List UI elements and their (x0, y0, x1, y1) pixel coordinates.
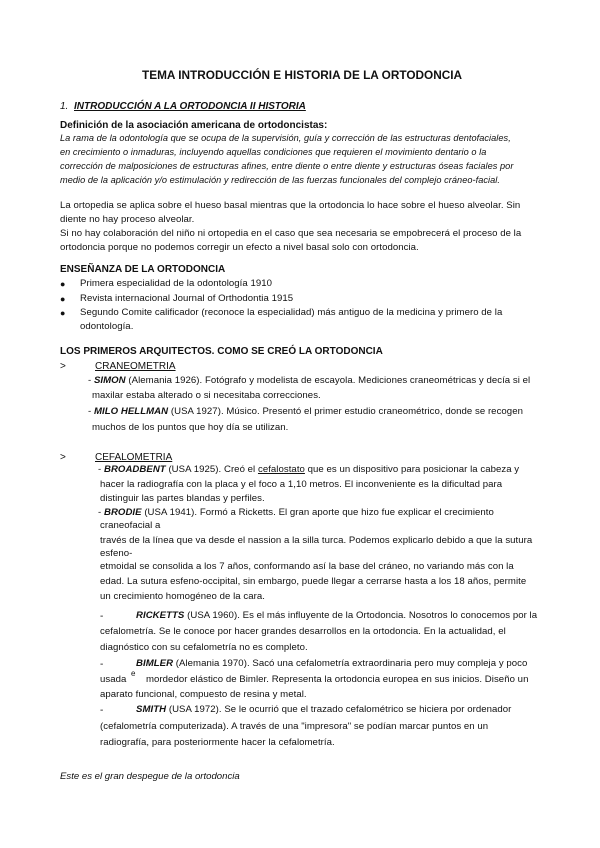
simon-name: SIMON (93, 375, 126, 386)
definition-line: corrección de malposiciones de estructuras afines, entre diente o entre diente y estructuras óseas faciales por (60, 161, 514, 171)
ricketts-line: cefalometría. Se le conoce por hacer grandes desarrollos en la ortodoncia. En la actualidad, el (100, 626, 506, 637)
definition-line: La rama de la odontología que se ocupa de la supervisión, guía y corrección de las estructuras dentofaciales, (60, 133, 511, 143)
bimler-text: (Alemania 1970). Sacó una cefalometría extraordinaria pero muy compleja y poco (175, 658, 528, 669)
craneometria-label: CRANEOMETRIA (95, 361, 176, 372)
ricketts-entry (136, 610, 537, 621)
paragraph-line: ortodoncia porque no podemos corregir un efecto a nivel basal solo con ortodoncia. (60, 242, 419, 253)
simon-line: maxilar estaba alterado o si necesitaba correcciones. (92, 390, 321, 401)
paragraph-line: La ortopedia se aplica sobre el hueso basal mientras que la ortodoncia lo hace sobre el hueso alveolar. Sin (60, 200, 521, 211)
ricketts-text: (USA 1960). Es el más influyente de la Ortodoncia. Nosotros lo conocemos por la (187, 610, 538, 621)
closing-note: Este es el gran despegue de la ortodoncia (60, 771, 240, 782)
smith-entry (136, 704, 511, 715)
definition-line: medio de la aplicación y/o estimulación y redirección de las fuerzas funcionales del complejo cráneo-facial. (60, 175, 500, 185)
bimler-entry (136, 658, 527, 669)
bullet-icon: ● (60, 294, 66, 304)
brodie-line: craneofacial a (100, 520, 161, 531)
bimler-line: usada (100, 674, 127, 685)
brodie-name: BRODIE (103, 507, 142, 518)
broadbent-name: BROADBENT (103, 464, 166, 475)
hellman-line: muchos de los puntos que hoy día se utilizan. (92, 422, 289, 433)
marker-icon: > (60, 361, 66, 372)
brodie-text: (USA 1941). Formó a Ricketts. El gran aporte que hizo fue explicar el crecimiento (144, 507, 494, 518)
brodie-line: través de la línea que va desde el nassion a la silla turca. Podemos explicarlo debido a que la sutura (100, 535, 533, 546)
section-number: 1. (60, 101, 69, 112)
marker-icon: > (60, 452, 66, 463)
smith-name: SMITH (136, 704, 167, 715)
brodie-line: etmoidal se consolida a los 7 años, conformando así la base del cráneo, no variando más con la (100, 561, 514, 572)
cefalometria-label: CEFALOMETRIA (95, 452, 173, 463)
brodie-line: esfeno- (100, 548, 133, 559)
definition-line: en crecimiento o inmaduras, incluyendo aquellas condiciones que requieren el movimiento dentario o la (60, 147, 487, 157)
bimler-line: aparato funcional, compuesto de resina y metal. (100, 689, 307, 700)
bimler-name: BIMLER (136, 658, 174, 669)
simon-text: (Alemania 1926). Fotógrafo y modelista de escayola. Mediciones craneométricas y decía si el (128, 375, 531, 386)
paragraph-line: Si no hay colaboración del niño ni ortopedia en el caso que sea necesaria se empobrecerá el proceso de la (60, 228, 522, 239)
section-heading: INTRODUCCIÓN A LA ORTODONCIA II HISTORIA (74, 101, 306, 112)
dash-marker: - (100, 659, 104, 670)
smith-line: (cefalometría computerizada). A través de una "impresora" se podían marcar puntos en un (100, 721, 489, 732)
list-item: Segundo Comite calificador (reconoce la especialidad) más antiguo de la medicina y primero de la (80, 307, 503, 318)
broadbent-text: que es un dispositivo para posicionar la cabeza y (307, 464, 520, 475)
broadbent-line: hacer la radiografía con la placa y el foco a 1,10 metros. El inconveniente es la dificultad para (100, 479, 503, 490)
list-item: Revista internacional Journal of Orthodontia 1915 (80, 293, 294, 304)
ricketts-name: RICKETTS (136, 610, 185, 621)
smith-line: radiografía, para posteriormente hacer la cefalometría. (100, 737, 335, 748)
superscript-mark: e (131, 669, 136, 678)
architects-heading: LOS PRIMEROS ARQUITECTOS. COMO SE CREÓ LA ORTODONCIA (60, 346, 383, 357)
brodie-line: edad. La sutura esfeno-occipital, sin embargo, puede llegar a cerrarse hasta a los 18 años, permite (100, 576, 527, 587)
list-item: Primera especialidad de la odontología 1910 (80, 278, 273, 289)
hellman-entry: - MILO HELLMAN (USA 1927). Músico. Presentó el primer estudio craneométrico, donde se recogen (88, 406, 523, 417)
hellman-name: MILO HELLMAN (93, 406, 169, 417)
definition-heading: Definición de la asociación americana de ortodoncistas: (60, 120, 328, 131)
broadbent-entry: - BROADBENT (USA 1925). Creó el cefalostato que es un dispositivo para posicionar la cabeza y (98, 464, 520, 475)
list-item-continuation: odontología. (80, 321, 134, 332)
cefalostato-term: cefalostato (257, 464, 305, 475)
brodie-line: un crecimiento homogéneo de la cara. (100, 591, 265, 602)
bullet-icon: ● (60, 279, 66, 289)
ricketts-line: diagnóstico con su cefalometría no es completo. (100, 642, 308, 653)
simon-entry: - SIMON (Alemania 1926). Fotógrafo y modelista de escayola. Mediciones craneométricas y decía si el (88, 375, 531, 386)
smith-text: (USA 1972). Se le ocurrió que el trazado cefalométrico se hiciera por ordenador (168, 704, 512, 715)
teaching-heading: ENSEÑANZA DE LA ORTODONCIA (60, 264, 226, 275)
broadbent-text: (USA 1925). Creó el (168, 464, 256, 475)
dash-marker: - (100, 611, 104, 622)
bimler-line: mordedor elástico de Bimler. Representa la ortodoncia europea en sus inicios. Diseño un (146, 674, 529, 685)
page-title: TEMA INTRODUCCIÓN E HISTORIA DE LA ORTODONCIA (142, 68, 463, 82)
paragraph-line: diente no hay proceso alveolar. (60, 214, 195, 225)
hellman-text: (USA 1927). Músico. Presentó el primer estudio craneométrico, donde se recogen (170, 406, 523, 417)
brodie-entry: - BRODIE (USA 1941). Formó a Ricketts. El gran aporte que hizo fue explicar el crecimiento (98, 507, 494, 518)
dash-marker: - (100, 705, 104, 716)
bullet-icon: ● (60, 308, 66, 318)
broadbent-line: distinguir las partes blandas y perfiles. (100, 493, 265, 504)
